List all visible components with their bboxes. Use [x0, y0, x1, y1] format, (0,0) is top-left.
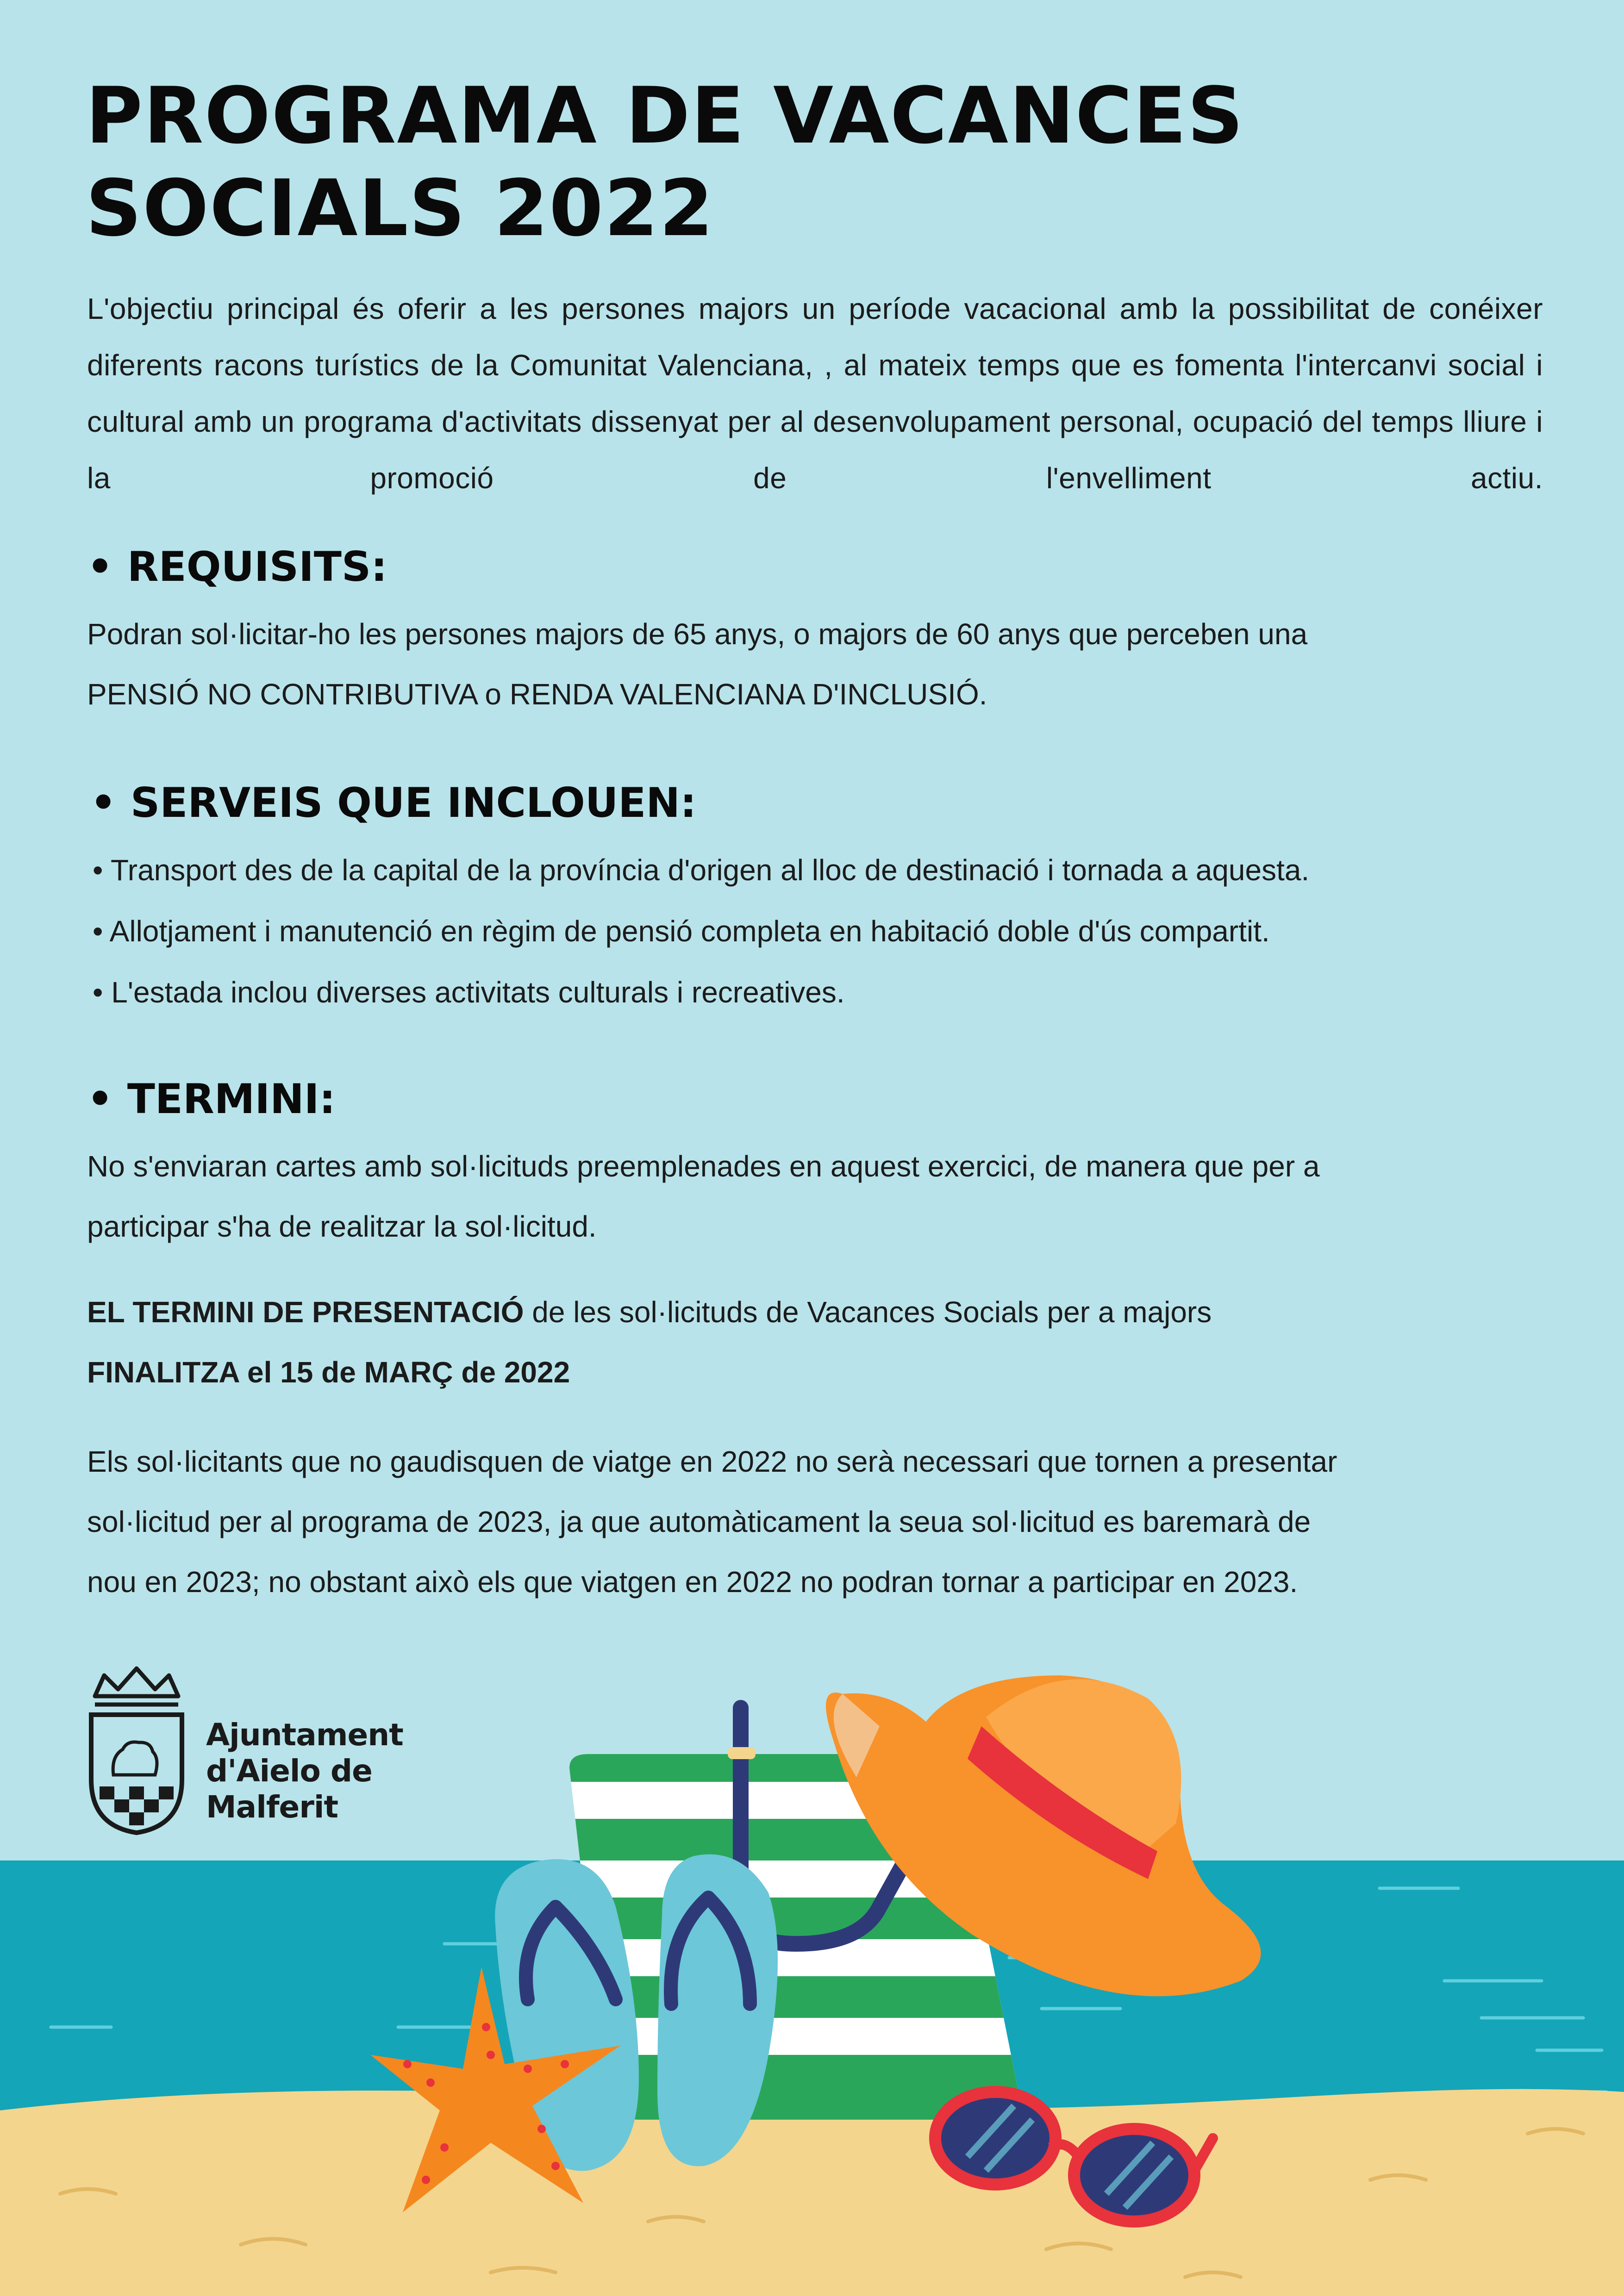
termini-line-1: No s'enviaran cartes amb sol·licituds preemplenades en aquest exercici, de manera que per a: [87, 1150, 1320, 1183]
requisits-line-2: PENSIÓ NO CONTRIBUTIVA o RENDA VALENCIANA D'INCLUSIÓ.: [87, 678, 987, 711]
coat-of-arms-lion-icon: [86, 1664, 187, 1835]
requisits-line-1: Podran sol·licitar-ho les persones majors de 65 anys, o majors de 60 anys que perceben una: [87, 617, 1308, 651]
logo-line-2: d'Aielo de Malferit: [206, 1753, 372, 1825]
title-line-1: PROGRAMA DE VACANCES: [86, 70, 1244, 161]
requisits-heading: • REQUISITS:: [87, 543, 387, 591]
termini-text: [87, 1136, 1545, 1257]
serveis-item: • Allotjament i manutenció en règim de pensió completa en habitació doble d'ús compartit.: [93, 915, 1270, 948]
note-line-1: Els sol·licitants que no gaudisquen de viatge en 2022 no serà necessari que tornen a presentar: [87, 1445, 1337, 1478]
note-line-3: nou en 2023; no obstant això els que viatgen en 2022 no podran tornar a participar en 2023.: [87, 1565, 1298, 1599]
requisits-text: [87, 604, 1545, 724]
deadline-bold: EL TERMINI DE PRESENTACIÓ: [87, 1295, 524, 1329]
deadline-text: [87, 1282, 1545, 1402]
page-title: [86, 69, 1544, 255]
ajuntament-logo: [86, 1664, 493, 1835]
note-line-2: sol·licitud per al programa de 2023, ja que automàticament la seua sol·licitud es baremarà de: [87, 1505, 1311, 1538]
serveis-heading: • SERVEIS QUE INCLOUEN:: [90, 779, 697, 827]
note-text: [87, 1431, 1545, 1612]
deadline-line: [87, 1282, 1545, 1342]
intro-paragraph: L'objectiu principal és oferir a les persones majors un període vacacional amb la possibilitat de conéixer diferents racons turístics de la Comunitat Valenciana, , al mateix temps que es fomenta l'intercanvi social i cultural amb un programa d'activitats dissenyat per al desenvolupament personal, ocupació del temps lliure i la promoció de l'envelliment actiu.: [87, 292, 1543, 495]
deadline-date: FINALITZA el 15 de MARÇ de 2022: [87, 1356, 570, 1389]
termini-heading: • TERMINI:: [87, 1075, 336, 1123]
serveis-item: • L'estada inclou diverses activitats culturals i recreatives.: [93, 976, 845, 1009]
deadline-rest: de les sol·licituds de Vacances Socials per a majors: [524, 1295, 1212, 1329]
serveis-item: • Transport des de la capital de la província d'origen al lloc de destinació i tornada a aquesta.: [93, 853, 1310, 887]
logo-line-1: Ajuntament: [206, 1717, 403, 1753]
termini-line-2: participar s'ha de realitzar la sol·licitud.: [87, 1210, 597, 1243]
sand: [0, 2089, 1624, 2296]
logo-text: [206, 1717, 493, 1825]
title-line-2: SOCIALS 2022: [86, 163, 714, 254]
